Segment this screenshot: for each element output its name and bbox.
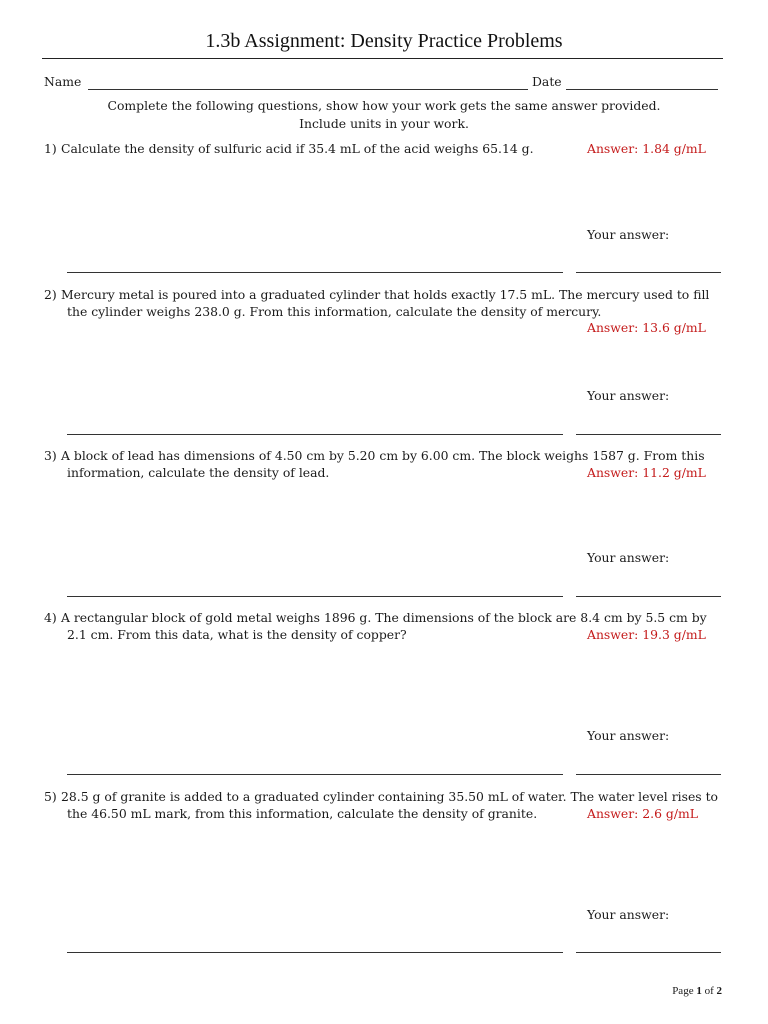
question-number: 2)	[44, 287, 57, 302]
question-text-line: 2.1 cm. From this data, what is the density of copper?	[67, 627, 407, 642]
name-label: Name	[44, 74, 82, 89]
question-text-line: Calculate the density of sulfuric acid if 35.4 mL of the acid weighs 65.14 g.	[61, 141, 534, 156]
instructions-line-1: Complete the following questions, show how your work gets the same answer provided.	[107, 98, 661, 113]
date-label: Date	[532, 74, 562, 89]
page-word: Page	[672, 985, 694, 997]
question-text-line: Mercury metal is poured into a graduated cylinder that holds exactly 17.5 mL. The mercury used to fill	[61, 287, 710, 302]
answer-key: Answer: 13.6 g/mL	[587, 320, 706, 335]
work-line[interactable]	[67, 952, 563, 953]
answer-key: Answer: 19.3 g/mL	[587, 627, 706, 642]
date-field[interactable]	[566, 89, 718, 90]
answer-key: Answer: 2.6 g/mL	[587, 806, 698, 821]
question-text-line: the cylinder weighs 238.0 g. From this information, calculate the density of mercury.	[67, 304, 602, 319]
your-answer-label: Your answer:	[587, 550, 670, 565]
answer-line[interactable]	[576, 774, 721, 775]
answer-line[interactable]	[576, 434, 721, 435]
question-text-line: A block of lead has dimensions of 4.50 cm by 5.20 cm by 6.00 cm. The block weighs 1587 g. From this	[61, 448, 705, 463]
answer-line[interactable]	[576, 272, 721, 273]
question-number: 1)	[44, 141, 57, 156]
question-number: 4)	[44, 610, 57, 625]
answer-line[interactable]	[576, 596, 721, 597]
work-line[interactable]	[67, 434, 563, 435]
page-indicator	[672, 985, 722, 997]
question-number: 5)	[44, 789, 57, 804]
work-line[interactable]	[67, 596, 563, 597]
question-text-line: A rectangular block of gold metal weighs 1896 g. The dimensions of the block are 8.4 cm by 5.5 cm by	[61, 610, 707, 625]
current-page: 1	[696, 985, 702, 997]
total-pages: 2	[716, 985, 722, 997]
your-answer-label: Your answer:	[587, 227, 670, 242]
question-text-line: the 46.50 mL mark, from this information, calculate the density of granite.	[67, 806, 538, 821]
work-line[interactable]	[67, 774, 563, 775]
instructions-line-2: Include units in your work.	[299, 116, 469, 131]
question-text-line: 28.5 g of granite is added to a graduated cylinder containing 35.50 mL of water. The water level rises to	[61, 789, 719, 804]
work-line[interactable]	[67, 272, 563, 273]
answer-line[interactable]	[576, 952, 721, 953]
your-answer-label: Your answer:	[587, 907, 670, 922]
your-answer-label: Your answer:	[587, 388, 670, 403]
of-word: of	[704, 985, 714, 997]
answer-key: Answer: 11.2 g/mL	[587, 465, 706, 480]
title-divider	[42, 58, 723, 59]
answer-key: Answer: 1.84 g/mL	[587, 141, 706, 156]
your-answer-label: Your answer:	[587, 728, 670, 743]
question-number: 3)	[44, 448, 57, 463]
question-text-line: information, calculate the density of lead.	[67, 465, 330, 480]
name-field[interactable]	[88, 89, 528, 90]
page-title: 1.3b Assignment: Density Practice Problems	[205, 30, 563, 52]
